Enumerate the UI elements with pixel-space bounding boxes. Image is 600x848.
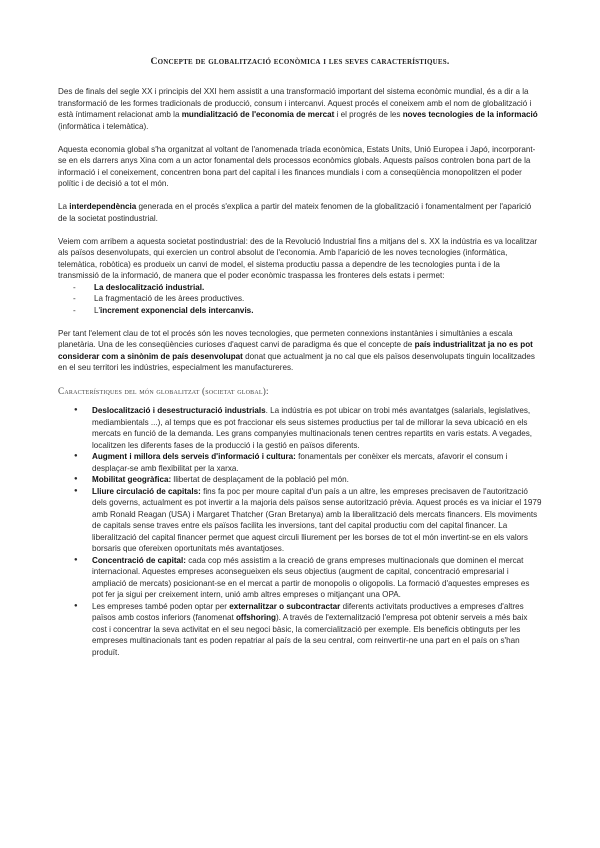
bold-term-industrialized-country: país industrialitzat ja no es pot considerar com a sinònim de país desenvolupat xyxy=(58,340,533,361)
text-run: L' xyxy=(94,305,101,315)
characteristics-list xyxy=(58,405,542,658)
list-item xyxy=(58,305,542,317)
postindustrial-paragraph: Veiem com arribem a aquesta societat postindustrial: des de la Revolució Industrial fins a mitjans del s. XX la indústria es va localitzar als països desenvolupats, qui exercien un control absolut de l'economia. Amb l'aparició de les noves tecnologies (informàtica, telemàtica, robòtica) es produeix un canvi de model, el sistema productiu passa a dependre de les tecnologies punta i de la transmissió de la informació, de manera que el poder econòmic traspassa les fronteres dels estats i permet: xyxy=(58,236,538,280)
bold-term-new-technologies: noves tecnologies de la informació xyxy=(402,110,538,119)
text-run: generada en el procés s'explica a partir del mateix fenomen de la globalització i fonamentalment per l'aparició de la societat postindustrial. xyxy=(58,202,532,223)
list-item xyxy=(58,282,542,294)
bullet-text: . La indústria es pot ubicar on trobi més avantatges (salarials, legislatives, mediambientals ...), al temps que es pot fraccionar els seus sistemes productius per tal de millorar la seva ubicació en els mercats en funció de la demanda. Les grans companyies multinacionals tenen centres repartits en varis estats. A vegades, localitzen les diferents fases de la producció i la gestió en països diferents. xyxy=(92,406,533,450)
list-item xyxy=(58,474,542,486)
bold-item: increment exponencial dels intercanvis. xyxy=(100,305,254,315)
section-subtitle: Característiques del món globalitzat (societat global): xyxy=(58,386,269,396)
list-item xyxy=(58,555,542,601)
interdependence-paragraph xyxy=(58,201,542,224)
bold-term-market-economy: mundialització de l'economia de mercat xyxy=(181,110,335,119)
list-item: - La fragmentació de les àrees productives. xyxy=(58,293,542,305)
triad-paragraph: Aquesta economia global s'ha organitzat al voltant de l'anomenada tríada econòmica, Estats Units, Unió Europea i Japó, incorporant-se en els darrers anys Xina com a un actor fonamental dels processos econòmics globals. Aquests països controlen bona part de la informació i el coneixement, concentren bona part del capital i les finances mundials i com a conseqüència monopolitzen el poder polític i de decisió a tot el món. xyxy=(58,144,536,188)
bold-term-interdependence: interdependència xyxy=(69,202,137,211)
technologies-paragraph xyxy=(58,328,542,374)
bullet-text: fins fa poc per moure capital d'un país a un altre, les empreses precisaven de l'autorització dels governs, actualment es pot invertir a la majoria dels països sense autorització prèvia. Aquest procés es va iniciar el 1979 amb Ronald Reagan (USA) i Margaret Thatcher (Gran Bretanya) amb la liberalització dels mercats financers. Els moviments de capitals sense traves entre els països facilita les inversions, tant del capital productiu com del capital financer. La liberalització del capital financer permet que aquest circuli lliurement per les borses de tot el món invertint-se en els valors borsaris que ofereixen oportunitats més avantatjoses. xyxy=(92,486,542,553)
bullet-text: Les empreses també poden optar per xyxy=(92,601,230,611)
list-item xyxy=(58,451,542,474)
bullet-heading: Lliure circulació de capitals: xyxy=(92,486,201,496)
text-run: (informàtica i telemàtica). xyxy=(58,121,149,131)
bullet-text: diferents activitats productives a empreses d'altres països amb costos inferiors (fanomenat xyxy=(92,601,524,622)
bullet-text: fonamentals per conèixer els mercats, afavorir el consum i desplaçar-se amb flexibilitat per la xarxa. xyxy=(92,452,508,473)
consequences-list xyxy=(58,282,542,317)
bullet-text: cada cop més assistim a la creació de grans empreses multinacionals que dominen el mercat internacional. Aquestes empreses aconsegueixen els seus objectius (augment de capital, concentració empresarial i ampliació de mercats) posicionant-se en el mercat a partir de monopolis o oligopolis. La formació d'aquestes empreses es pot fer ja sigui per creixement intern, unió amb altres empreses o mitjançant una OPA. xyxy=(92,555,530,599)
bold-item: La deslocalització industrial. xyxy=(94,282,205,292)
bullet-heading: Mobilitat geogràfica: xyxy=(92,475,172,484)
bold-term-offshoring: offshoring xyxy=(235,613,276,622)
document-title: Concepte de globalització econòmica i les seves característiques. xyxy=(150,56,450,67)
bullet-heading: Augment i millora dels serveis d'informació i cultura: xyxy=(92,452,296,461)
text-run: i el progrés de les xyxy=(334,110,403,119)
bullet-text: ). A través de l'externalització l'empresa pot obtenir serveis a més baix cost i concentrar la seva activitat en el seu negoci bàsic, la comercialització per exemple. Els beneficis obtinguts per les empreses multinacionals tant es poden repatriar al país de la seu central, com reinvertir-ne una part en el país on s'han produït. xyxy=(92,613,528,657)
text-run: donat que actualment ja no cal que els països desenvolupats tinguin localitzades en el seu territori les indústries, especialment les manufactureres. xyxy=(58,351,535,372)
list-item xyxy=(58,486,542,555)
bullet-heading: Concentració de capital: xyxy=(92,555,186,565)
list-item xyxy=(58,405,542,451)
text-run: Per tant l'element clau de tot el procés són les noves tecnologies, que permeten connexions instantànies i simultànies a escala planetària. Una de les conseqüències curioses d'aquest canvi de paradigma és que el concepte de xyxy=(58,328,513,349)
bullet-heading: Deslocalització i desestructuració industrials xyxy=(92,406,266,415)
text-run: Des de finals del segle XX i principis del XXI hem assistit a una transformació important del sistema econòmic mundial, és a dir a la transformació de les formes tradicionals de producció, consum i intercanvi. Aquest procés el coneixem amb el nom de globalització i està íntimament relacionat amb la xyxy=(58,87,532,119)
intro-paragraph xyxy=(58,86,542,132)
text-run: La xyxy=(58,202,70,211)
list-item xyxy=(58,601,542,659)
bullet-heading: externalitzar o subcontractar xyxy=(229,601,341,611)
bullet-text: llibertat de desplaçament de la població pel món. xyxy=(171,475,349,484)
